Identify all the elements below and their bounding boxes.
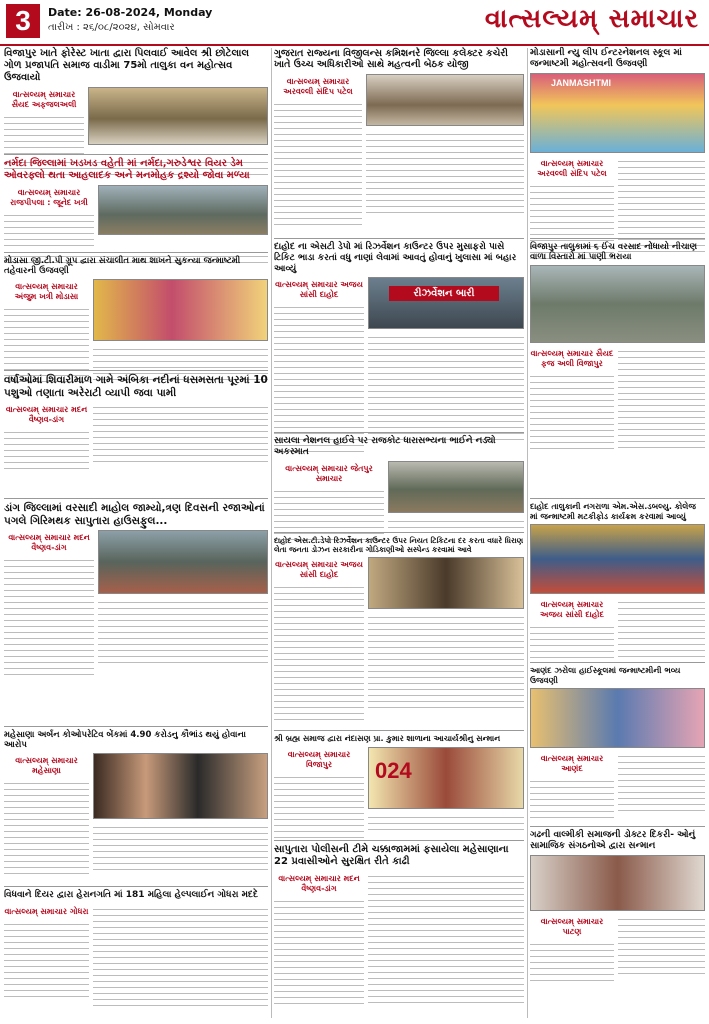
byline: વાત્સલ્યમ્ સમાચાર સૈયદ અફજલઅલી: [11, 90, 77, 109]
doctor-felicitation-photo: [530, 855, 705, 911]
article-doctor: [530, 830, 705, 983]
saputara-crowd-photo: [98, 530, 268, 594]
headline: આણંદ ઝરોલા હાઈસ્કૂલમાં જન્માષ્ટમીની ભવ્ય ઉજવણી: [530, 666, 681, 685]
masthead: [0, 0, 709, 46]
article-dahod-st: [274, 242, 524, 452]
headline: મોડાસા જી.ટી.પી ગ્રૂપ દ્વારા સંચાલીત માથ શાખને સુકન્યા જન્માષ્ટમી તહેવારની ઉજવણી: [4, 256, 241, 277]
newspaper-brand: વાત્સલ્યમ્ સમાચાર: [484, 4, 699, 34]
article-saputara-police: [274, 844, 524, 1006]
page-number: 3: [6, 4, 40, 38]
headline: ગઢની વાલ્મીકી સમાજની ડોક્ટર દિકરી- ઓનું સામાજિક સંગઠનોએ દ્વારા સન્માન: [530, 830, 696, 851]
article-vidhwa: [4, 890, 268, 1010]
accident-photo: [388, 461, 524, 513]
article-mahesana-bank: [4, 730, 268, 878]
article-dahod-college: [530, 502, 705, 662]
article-dahod-pds: [274, 536, 524, 722]
headline: ડાંગ જિલ્લામાં વરસાદી માહોલ જામ્યો,ત્રણ દિવસની રજાઓનાં પગલે ગિરિમથક સાપુતારા હાઉસફુલ...: [4, 502, 265, 527]
reservation-counter-photo: [368, 277, 524, 329]
article-anand: [530, 666, 705, 820]
banner-year-text: 024: [375, 757, 412, 783]
byline: વાત્સલ્યમ્ સમાચાર અરવલ્લી સંદિપ પટેલ: [537, 158, 607, 178]
bank-officials-photo: [93, 753, 268, 819]
article-modasa-school: [530, 48, 705, 261]
date-english: Date: 26-08-2024, Monday: [48, 6, 213, 19]
article-modasa-gtp: [4, 256, 268, 384]
byline: વાત્સલ્યમ્ સમાચાર મદન વૈષ્ણવ-ડાંગ: [278, 874, 360, 893]
byline: વાત્સલ્યમ્ સમાચાર આણંદ: [540, 754, 604, 774]
article-vijapur-rain: [530, 242, 705, 451]
anand-school-photo: [530, 688, 705, 748]
headline: શ્રી બ્રહ્મ સમાજ દ્વારા નંદાસણ પ્રા. કુમાર શાળાના આચાર્યશ્રીનુ સન્માન: [274, 734, 501, 743]
byline: વાત્સલ્યમ્ સમાચાર અજય સાંસી દાહોદ: [275, 280, 363, 300]
article-sayla: [274, 436, 524, 544]
vigilance-meeting-photo: [366, 74, 524, 126]
date-gujarati: તારીખ : ૨૬/૦૮/૨૦૨૪, સોમવાર: [48, 22, 175, 33]
byline: વાત્સલ્યમ્ સમાચાર વિજાપુર: [287, 749, 351, 769]
article-narmada: [4, 158, 268, 267]
byline: વાત્સલ્યમ્ સમાચાર મદન વૈષ્ણવ-ડાંગ: [5, 405, 88, 425]
school-janmashtami-photo: [530, 73, 705, 153]
byline: વાત્સલ્યમ્ સમાચાર અજય સાંસી દાહોદ: [275, 560, 363, 579]
byline: વાત્સલ્યમ્ સમાચાર જેતપુર સમાચાર: [285, 463, 373, 483]
article-saputara: [4, 502, 268, 675]
headline: મોડાસાની ન્યુ લીપ ઈન્ટરનેશનલ સ્કૂલ માં જન્માષ્ટમી મહોત્સવની ઉજવણી: [530, 48, 682, 69]
headline: વિધવાને દિયર દ્વારા હેરાનગતિ માં 181 મહિલા હેલ્પલાઈન ગોધરા મદદે: [4, 890, 258, 900]
headline: દાહોદ ના એસટી ડેપો માં રિઝર્વેશન કાઉન્ટર ઉપર મુસાફરો પાસે ટિકિટ ભાડા કરતાં વધુ નાણાં લેવામાં આવતું હોવાનું ખુલાસા માં બહાર આવ્યું: [274, 242, 517, 274]
janmashtami-banner-text: JANMASHTMI: [551, 77, 611, 88]
officials-group-photo: [368, 557, 524, 609]
headline: દાહોદ એસ.ટી.ડેપો રિઝર્વેશન કાઉન્ટર ઉપર નિયત ટિકિટના દર કરતા વધારે ધિરાણ લેતા જનતા ડોઝન સરકારીના ગોડિકાણીઓ સસ્પેન્ડ કરવામાં આવે: [274, 536, 524, 554]
headline: વિજાપુર ખાતે ફોરેસ્ટ ખાતા દ્વારા પિલવાઈ આવેલ શ્રી છોટેલાલ ગોળ પ્રજાપતિ સમાજ વાડીમા 75મો તાલુકા વન મહોત્સવ ઉજવાયો: [4, 48, 250, 83]
flooded-area-photo: [530, 265, 705, 343]
felicitation-photo: [368, 747, 524, 809]
headline: દાહોદ તાલુકાની નગરાળા એમ.એસ.ડબલ્યુ. કોલેજ માં જન્માષ્ટમી મટકીફોડ કાર્યક્રમ કરવામાં આવ્યું: [530, 502, 696, 521]
byline: વાત્સલ્યમ્ સમાચાર મહેસાણા: [15, 756, 78, 776]
headline: નર્મદા જિલ્લામાં ખડખડ વહેતી માં નર્મદા,ગરુડેશ્વર વિયર ડેમ ઓવરફ્લો થતા આહલાદક અને મનમોહક દ્રશ્યો જોવા મળ્યા: [4, 158, 250, 181]
narmada-river-photo: [98, 185, 268, 235]
headline: સાયલા નેશનલ હાઈવે પર રાજકોટ ધારાસભ્યના ભાઈને નડ્યો અકસ્માત: [274, 436, 496, 457]
headline: ગુજરાત રાજ્યના વિજીલન્સ કમિશનરે જિલ્લા કલેક્ટર કચેરી ખાતે ઉચ્ચ અધિકારીઓ સાથે મહત્વની બેઠક યોજી: [274, 48, 508, 71]
byline: વાત્સલ્યમ્ સમાચાર ગોધરા: [4, 906, 89, 916]
headline: વર્ષાઓમાં શિવારીમાળ ગામે અંબિકા નદીનાં ધસમસતા પૂરમાં 10 પશુઓ તણાતા અરેરાટી વ્યાપી જવા પામી: [4, 374, 268, 399]
byline: વાત્સલ્યમ્ સમાચાર અજય સાંસી દાહોદ: [540, 600, 604, 620]
matkifod-photo: [530, 524, 705, 594]
article-shivarimal: [4, 374, 268, 471]
byline: વાત્સલ્યમ્ સમાચાર પાટણ: [540, 916, 604, 936]
headline: મહેસાણા અર્બન કોઓપરેટિવ બેંકમાં 4.90 કરોડનુ કૌભાંડ થયું હોવાના આરોપ: [4, 730, 246, 751]
headline: સાપુતારા પોલીસની ટીમે ચક્કાજામમાં ફસાયેલા મહેસાણાના 22 પ્રવાસીઓને સુરક્ષિત રીતે કાઢી: [274, 844, 509, 867]
byline: વાત્સલ્યમ્ સમાચાર અરવલ્લી સંદિપ પટેલ: [283, 76, 353, 96]
headline: વિજાપુર તાલુકામાં ૬ ઈંચ વરસાદ નોંધાયો નીચાણ વાળા વિસ્તારો માં પાણી ભરાયા: [530, 242, 698, 263]
byline: વાત્સલ્યમ્ સમાચાર અંજુમ ખત્રી મોડાસા: [14, 282, 79, 302]
forest-event-photo: [88, 87, 268, 145]
byline: વાત્સલ્યમ્ સમાચાર સૈયદ ફજ અલી વિજાપુર: [530, 349, 614, 369]
janmashtami-children-photo: [93, 279, 268, 341]
reservation-sign: રીઝર્વેશન બારી: [389, 286, 499, 301]
byline: વાત્સલ્યમ્ સમાચાર રાજપીપલા : જૂનેદ ખત્રી: [10, 188, 88, 207]
article-brahma: [274, 734, 524, 842]
article-vigilance: [274, 48, 524, 229]
byline: વાત્સલ્યમ્ સમાચાર મદન વૈષ્ણવ-ડાંગ: [8, 533, 90, 553]
